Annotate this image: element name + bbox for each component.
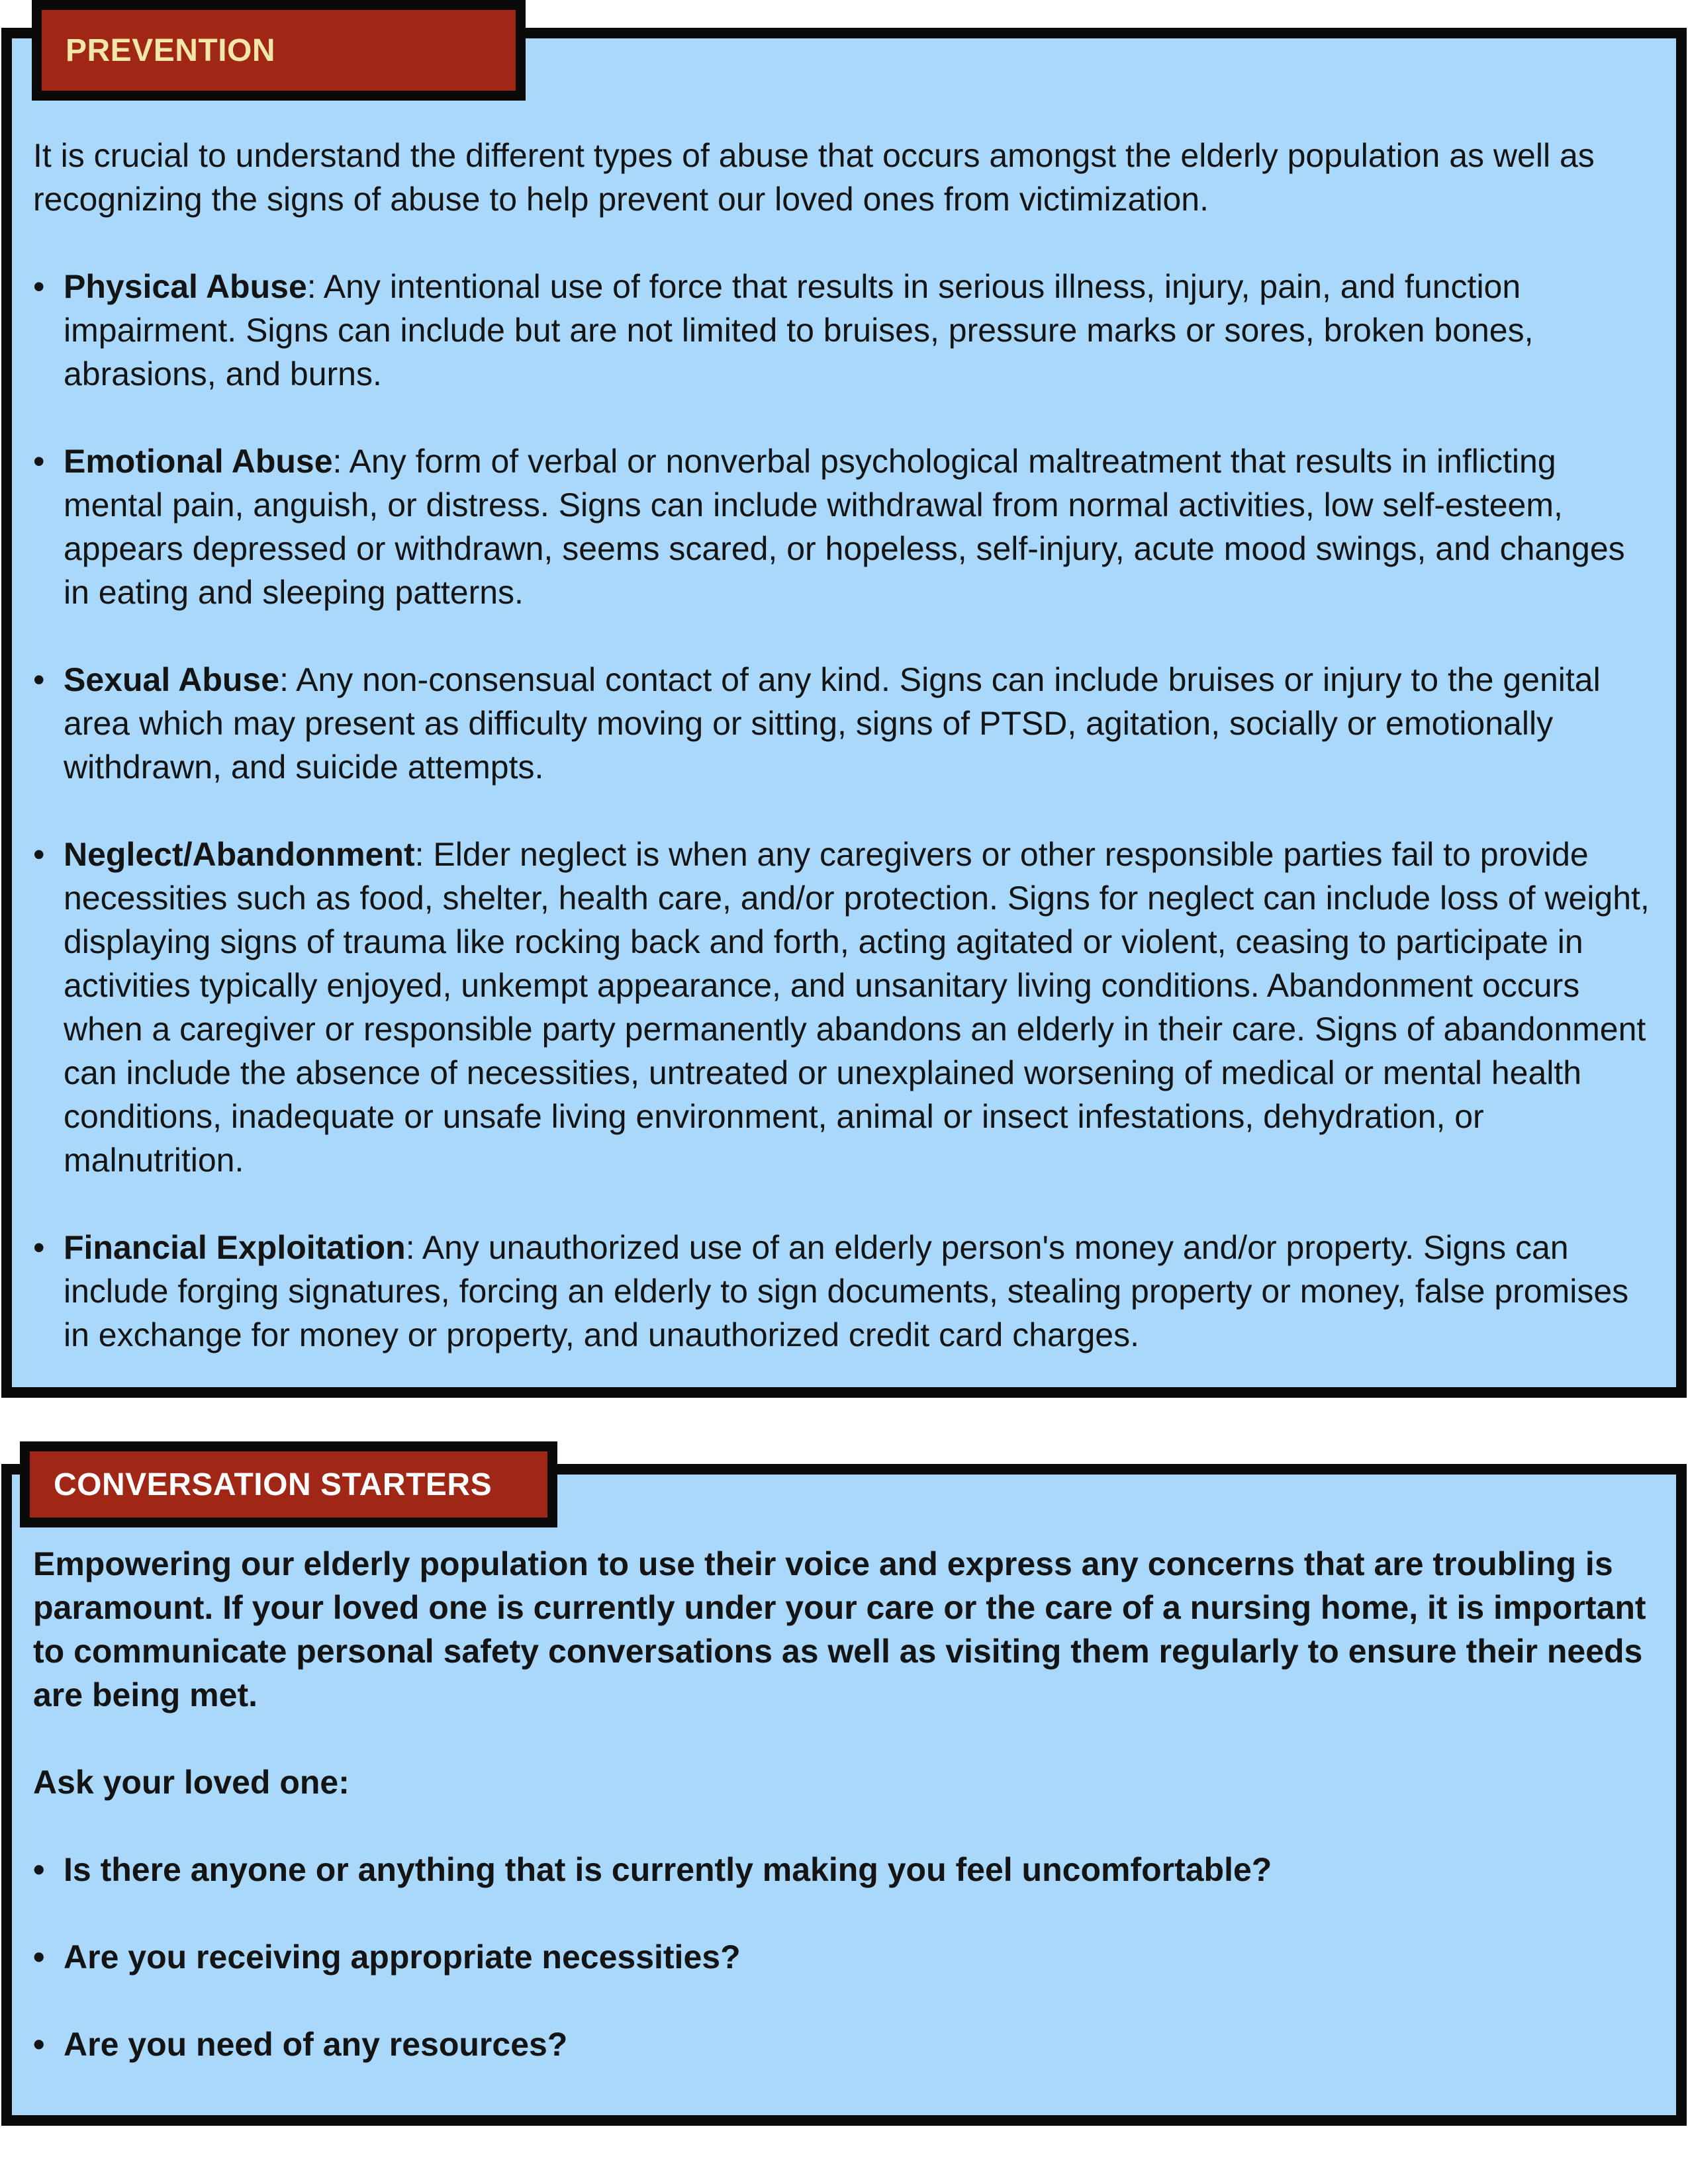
bullet: •	[33, 1851, 45, 1888]
bullet: •	[33, 443, 45, 480]
abuse-type-description: : Any form of verbal or nonverbal psychological maltreatment that results in inflicting mental pain, anguish, or distress. Signs can include withdrawal from normal activities, low self-esteem, appears depressed or withdrawn, seems scared, or hopeless, self-injury, acute mood swings, and changes in eating and sleeping patterns.	[64, 443, 1625, 611]
question-item	[33, 2023, 1655, 2066]
bullet: •	[33, 661, 45, 698]
question-text: Are you receiving appropriate necessities?	[64, 1938, 741, 1976]
conversation-heading	[20, 1441, 557, 1527]
bullet: •	[33, 1938, 45, 1976]
abuse-type-term: Sexual Abuse	[64, 661, 280, 698]
abuse-type-description: : Any non-consensual contact of any kind. Signs can include bruises or injury to the genital area which may present as difficulty moving or sitting, signs of PTSD, agitation, socially or emotionally withdrawn, and suicide attempts.	[64, 661, 1601, 786]
prevention-title: PREVENTION	[66, 32, 276, 68]
bullet: •	[33, 2026, 45, 2063]
bullet: •	[33, 836, 45, 873]
bullet: •	[33, 268, 45, 305]
prevention-content	[33, 134, 1655, 1357]
questions-list	[33, 1848, 1655, 2066]
prevention-heading	[32, 0, 526, 101]
abuse-type-term: Emotional Abuse	[64, 443, 333, 480]
abuse-type-description: : Elder neglect is when any caregivers or other responsible parties fail to provide necessities such as food, shelter, health care, and/or protection. Signs for neglect can include loss of weight, displaying signs of trauma like rocking back and forth, acting agitated or violent, ceasing to participate in activities typically enjoyed, unkempt appearance, and unsanitary living conditions. Abandonment occurs when a caregiver or responsible party permanently abandons an elderly in their care. Signs of abandonment can include the absence of necessities, untreated or unexplained worsening of medical or mental health conditions, inadequate or unsafe living environment, animal or insect infestations, dehydration, or malnutrition.	[64, 836, 1650, 1179]
abuse-type-term: Neglect/Abandonment	[64, 836, 415, 873]
abuse-type-term: Physical Abuse	[64, 268, 307, 305]
question-text: Is there anyone or anything that is currently making you feel uncomfortable?	[64, 1851, 1272, 1888]
bullet: •	[33, 1229, 45, 1266]
abuse-type-description: : Any intentional use of force that results in serious illness, injury, pain, and function impairment. Signs can include but are not limited to bruises, pressure marks or sores, broken bones, abrasions, and burns.	[64, 268, 1534, 392]
ask-prompt: Ask your loved one:	[33, 1764, 350, 1801]
question-text: Are you need of any resources?	[64, 2026, 568, 2063]
conversation-content	[33, 1542, 1655, 2066]
prevention-intro: It is crucial to understand the different types of abuse that occurs amongst the elderly population as well as recognizing the signs of abuse to help prevent our loved ones from victimization.	[33, 137, 1595, 218]
abuse-type-term: Financial Exploitation	[64, 1229, 406, 1266]
abuse-type-item	[33, 1226, 1655, 1357]
conversation-title: CONVERSATION STARTERS	[54, 1467, 492, 1502]
question-item	[33, 1935, 1655, 1979]
conversation-intro: Empowering our elderly population to use their voice and express any concerns that are troubling is paramount. If your loved one is currently under your care or the care of a nursing home, it is important to communicate personal safety conversations as well as visiting them regularly to ensure their needs are being met.	[33, 1545, 1646, 1713]
abuse-type-description: : Any unauthorized use of an elderly person's money and/or property. Signs can include forging signatures, forcing an elderly to sign documents, stealing property or money, false promises in exchange for money or property, and unauthorized credit card charges.	[64, 1229, 1629, 1353]
abuse-type-item	[33, 265, 1655, 396]
abuse-type-item	[33, 658, 1655, 789]
abuse-type-item	[33, 439, 1655, 614]
question-item	[33, 1848, 1655, 1891]
abuse-type-item	[33, 833, 1655, 1182]
abuse-types-list	[33, 265, 1655, 1357]
